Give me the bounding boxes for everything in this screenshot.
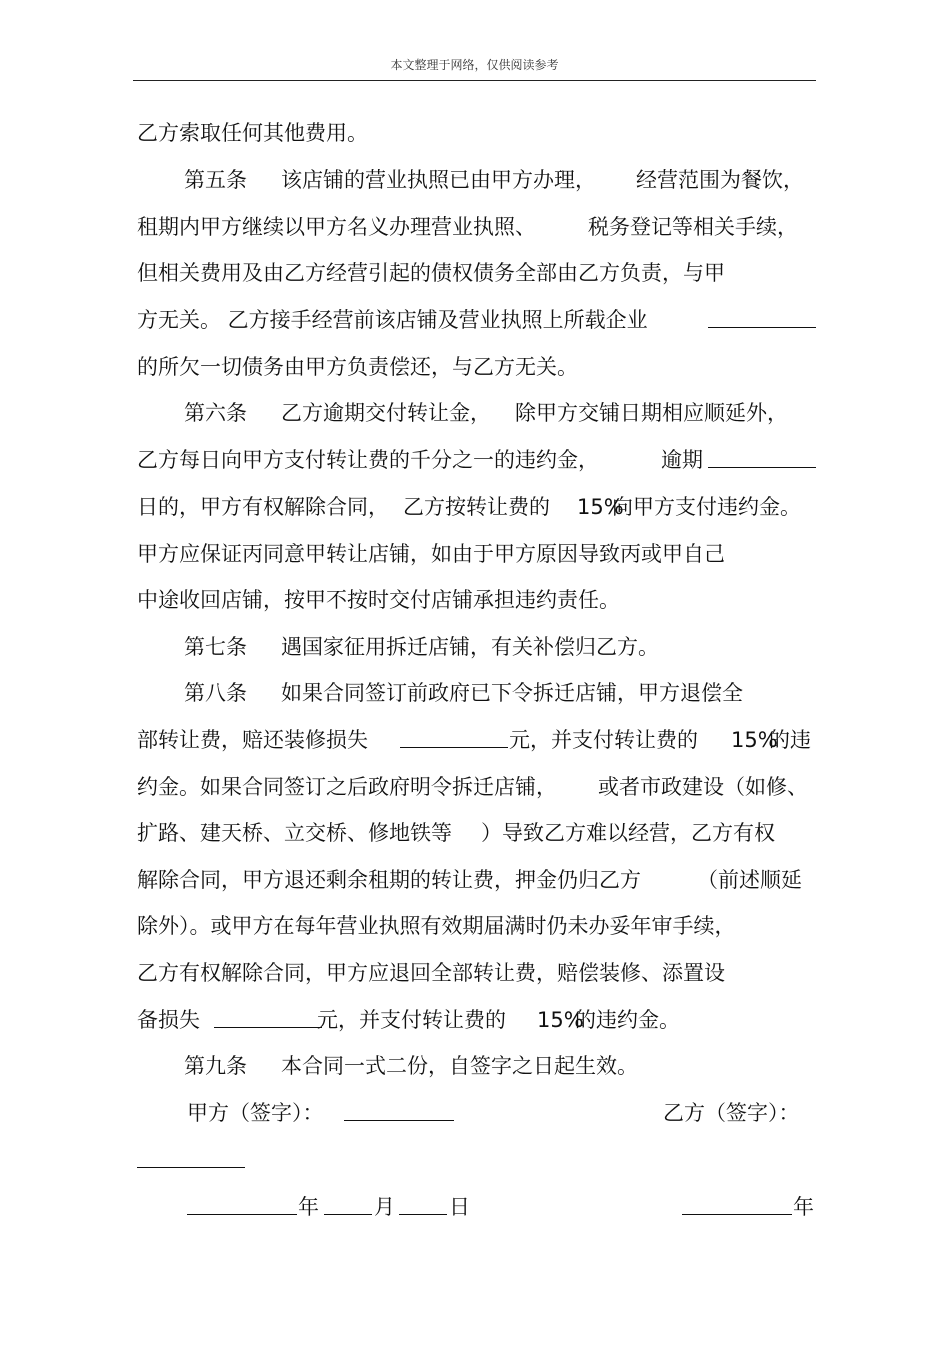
paragraph-text: ）导致乙方难以经营，乙方有权 bbox=[481, 821, 775, 845]
article-8-line-8 bbox=[137, 1005, 817, 1035]
article-8-line-1 bbox=[137, 678, 817, 708]
paragraph-text: 该店铺的营业执照已由甲方办理， bbox=[281, 168, 596, 192]
article-5-line-1 bbox=[137, 165, 817, 195]
article-8-line-7 bbox=[137, 958, 817, 988]
article-6-line-5 bbox=[137, 585, 817, 615]
article-6-line-1 bbox=[137, 398, 817, 428]
paragraph-text: 乙方索取任何其他费用。 bbox=[137, 121, 368, 145]
paragraph-text: 元，并支付转让费的 bbox=[317, 1008, 506, 1032]
percent-value: 15% bbox=[577, 495, 624, 519]
paragraph-text: 元，并支付转让费的 bbox=[509, 728, 698, 752]
article-8-title: 第八条 bbox=[184, 681, 247, 705]
fill-in-blank bbox=[400, 725, 508, 748]
article-6-title: 第六条 bbox=[184, 401, 247, 425]
paragraph-text: 租期内甲方继续以甲方名义办理营业执照、 bbox=[137, 215, 536, 239]
fill-in-blank bbox=[708, 445, 816, 468]
paragraph-text: 部转让费，赔还装修损失 bbox=[137, 728, 368, 752]
article-6-line-4 bbox=[137, 539, 817, 569]
article-5-line-4 bbox=[137, 305, 817, 335]
article-6-line-2 bbox=[137, 445, 817, 475]
paragraph-text: 逾期 bbox=[661, 448, 703, 472]
paragraph-text: 约金。如果合同签订之后政府明令拆迁店铺， bbox=[137, 775, 557, 799]
paragraph-text: 甲方应保证丙同意甲转让店铺，如由于甲方原因导致丙或甲自己 bbox=[137, 542, 725, 566]
article-8-line-2 bbox=[137, 725, 817, 755]
party-a-signature-label: 甲方（签字）： bbox=[187, 1101, 324, 1125]
party-b-year-blank bbox=[682, 1192, 792, 1215]
paragraph-text: （前述顺延 bbox=[697, 868, 802, 892]
paragraph-text: 日的，甲方有权解除合同， bbox=[137, 495, 389, 519]
paragraph-text: 解除合同，甲方退还剩余租期的转让费，押金仍归乙方 bbox=[137, 868, 641, 892]
paragraph-text: 如果合同签订前政府已下令拆迁店铺，甲方退偿全 bbox=[281, 681, 743, 705]
article-8-line-5 bbox=[137, 865, 817, 895]
paragraph-text: 向甲方支付违约金。 bbox=[612, 495, 801, 519]
fill-in-blank bbox=[708, 305, 816, 328]
paragraph-text: 乙方逾期交付转让金， bbox=[281, 401, 491, 425]
signature-line bbox=[137, 1098, 817, 1128]
paragraph-text: 乙方按转让费的 bbox=[403, 495, 550, 519]
paragraph-text: 乙方有权解除合同，甲方应退回全部转让费，赔偿装修、添置设 bbox=[137, 961, 725, 985]
year-label: 年 bbox=[298, 1195, 319, 1219]
party-b-signature-label: 乙方（签字）： bbox=[663, 1101, 800, 1125]
percent-value: 15% bbox=[537, 1008, 584, 1032]
article-8-line-4 bbox=[137, 818, 817, 848]
paragraph-text: 的违约金。 bbox=[575, 1008, 680, 1032]
paragraph-text: 或者市政建设（如修、 bbox=[598, 775, 808, 799]
article-8-line-3 bbox=[137, 772, 817, 802]
article-9-title: 第九条 bbox=[184, 1054, 247, 1078]
article-6-line-3 bbox=[137, 492, 817, 522]
paragraph-text: 除甲方交铺日期相应顺延外， bbox=[515, 401, 788, 425]
article-7-line-1 bbox=[137, 632, 817, 662]
paragraph-text: 遇国家征用拆迁店铺，有关补偿归乙方。 bbox=[281, 635, 659, 659]
percent-value: 15% bbox=[731, 728, 778, 752]
party-b-signature-blank bbox=[137, 1145, 245, 1168]
paragraph-text: 本合同一式二份，自签字之日起生效。 bbox=[281, 1054, 638, 1078]
day-label: 日 bbox=[449, 1195, 470, 1219]
paragraph-text: 经营范围为餐饮， bbox=[636, 168, 804, 192]
header-divider bbox=[133, 80, 816, 81]
signature-continuation-line bbox=[137, 1145, 817, 1175]
party-b-year-label: 年 bbox=[793, 1195, 814, 1219]
paragraph-text: 但相关费用及由乙方经营引起的债权债务全部由乙方负责，与甲 bbox=[137, 261, 725, 285]
paragraph-text: 扩路、建天桥、立交桥、修地铁等 bbox=[137, 821, 452, 845]
paragraph-text: 中途收回店铺，按甲不按时交付店铺承担违约责任。 bbox=[137, 588, 620, 612]
article-7-title: 第七条 bbox=[184, 635, 247, 659]
paragraph-text: 税务登记等相关手续， bbox=[588, 215, 798, 239]
day-blank bbox=[399, 1192, 447, 1215]
article-8-line-6 bbox=[137, 911, 817, 941]
year-blank bbox=[187, 1192, 297, 1215]
party-a-signature-blank bbox=[344, 1098, 454, 1121]
date-line bbox=[137, 1192, 817, 1222]
paragraph-text: 的违 bbox=[769, 728, 811, 752]
month-label: 月 bbox=[374, 1195, 395, 1219]
paragraph-text: 方无关。 乙方接手经营前该店铺及营业执照上所载企业 bbox=[137, 308, 648, 332]
paragraph-text: 除外）。或甲方在每年营业执照有效期届满时仍未办妥年审手续， bbox=[137, 914, 736, 938]
paragraph-text: 备损失 bbox=[137, 1008, 200, 1032]
paragraph-text: 的所欠一切债务由甲方负责偿还，与乙方无关。 bbox=[137, 355, 578, 379]
article-5-title: 第五条 bbox=[184, 168, 247, 192]
article-9-line-1 bbox=[137, 1051, 817, 1081]
fill-in-blank bbox=[214, 1005, 322, 1028]
paragraph-text: 乙方每日向甲方支付转让费的千分之一的违约金， bbox=[137, 448, 599, 472]
article-5-line-5 bbox=[137, 352, 817, 382]
article-5-line-2 bbox=[137, 212, 817, 242]
page-header: 本文整理于网络，仅供阅读参考 bbox=[390, 58, 559, 72]
month-blank bbox=[324, 1192, 372, 1215]
text-line bbox=[137, 118, 817, 148]
article-5-line-3 bbox=[137, 258, 817, 288]
